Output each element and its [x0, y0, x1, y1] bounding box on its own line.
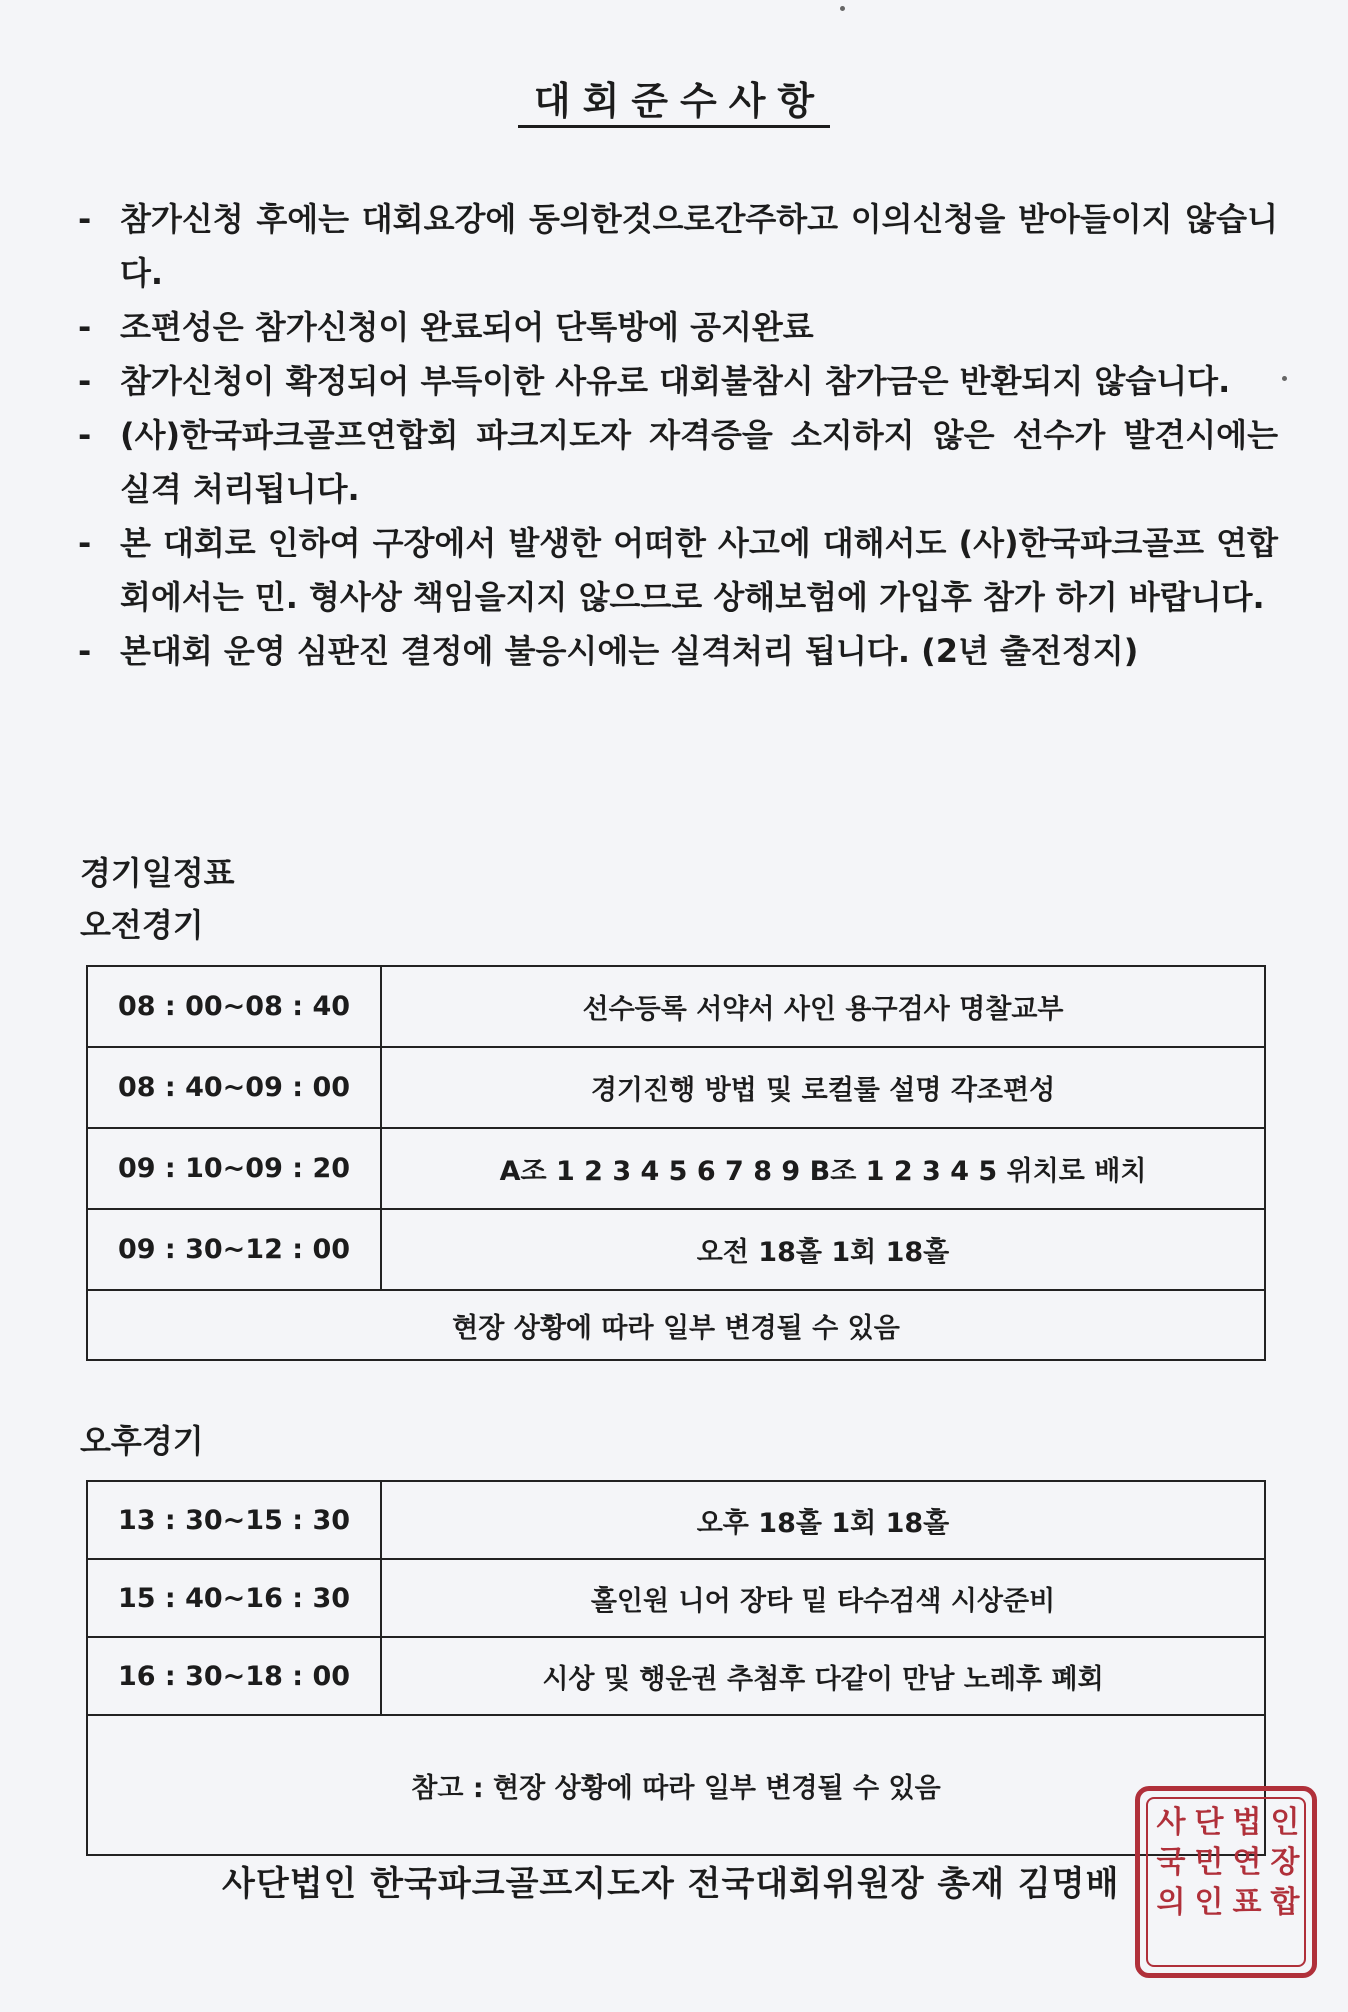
rule-item: [78, 624, 1278, 678]
desc-cell: 오전 18홀 1회 18홀: [381, 1209, 1265, 1290]
rule-text: 참가신청이 확정되어 부득이한 사유로 대회불참시 참가금은 반환되지 않습니다.: [120, 362, 1231, 400]
seal-column: 인장합: [1270, 1805, 1300, 1920]
table-note-row: [87, 1290, 1265, 1360]
rule-item: [78, 192, 1278, 300]
rule-bullet: -: [78, 200, 92, 238]
rule-text: 본 대회로 인하여 구장에서 발생한 어떠한 사고에 대해서도 (사)한국파크골프 연합회에서는 민. 형사상 책임을지지 않으므로 상해보험에 가입후 참가 하기 바랍니다.: [120, 524, 1278, 616]
rule-text: (사)한국파크골프연합회 파크지도자 자격증을 소지하지 않은 선수가 발견시에는 실격 처리됩니다.: [120, 416, 1278, 508]
time-cell: 16 : 30~18 : 00: [87, 1637, 381, 1715]
note-cell: 참고 : 현장 상황에 따라 일부 변경될 수 있음: [87, 1715, 1265, 1855]
table-row: [87, 1209, 1265, 1290]
rule-item: [78, 354, 1278, 408]
seal-column: 단민인: [1194, 1805, 1224, 1920]
time-cell: 08 : 00~08 : 40: [87, 966, 381, 1047]
rule-bullet: -: [78, 416, 92, 454]
schedule-heading: 경기일정표: [80, 854, 235, 892]
desc-cell: 홀인원 니어 장타 밑 타수검색 시상준비: [381, 1559, 1265, 1637]
morning-label: 오전경기: [80, 906, 204, 944]
afternoon-label: 오후경기: [80, 1422, 204, 1460]
table-row: [87, 966, 1265, 1047]
table-row: [87, 1559, 1265, 1637]
note-cell: 현장 상황에 따라 일부 변경될 수 있음: [87, 1290, 1265, 1360]
rule-item: [78, 408, 1278, 516]
seal-column: 사국의: [1156, 1805, 1186, 1920]
title-text: 대회준수사항: [518, 79, 830, 128]
table-row: [87, 1047, 1265, 1128]
official-seal: [1135, 1786, 1317, 1978]
signature-line: 사단법인 한국파크골프지도자 전국대회위원장 총재 김명배: [222, 1864, 1120, 1904]
time-cell: 09 : 30~12 : 00: [87, 1209, 381, 1290]
rule-text: 조편성은 참가신청이 완료되어 단톡방에 공지완료: [120, 308, 814, 346]
desc-cell: A조 1 2 3 4 5 6 7 8 9 B조 1 2 3 4 5 위치로 배치: [381, 1128, 1265, 1209]
rule-text: 본대회 운영 심판진 결정에 불응시에는 실격처리 됩니다. (2년 출전정지): [120, 632, 1139, 670]
rules-list: [78, 192, 1278, 678]
rule-bullet: -: [78, 632, 92, 670]
time-cell: 15 : 40~16 : 30: [87, 1559, 381, 1637]
scan-speck: [840, 6, 845, 11]
table-note-row: [87, 1715, 1265, 1855]
rule-item: [78, 516, 1278, 624]
desc-cell: 시상 및 행운권 추첨후 다같이 만남 노레후 폐회: [381, 1637, 1265, 1715]
table-row: [87, 1637, 1265, 1715]
scan-speck: [1282, 376, 1287, 381]
desc-cell: 경기진행 방법 및 로컬룰 설명 각조편성: [381, 1047, 1265, 1128]
seal-column: 법연표: [1232, 1805, 1262, 1920]
desc-cell: 오후 18홀 1회 18홀: [381, 1481, 1265, 1559]
time-cell: 13 : 30~15 : 30: [87, 1481, 381, 1559]
rule-bullet: -: [78, 524, 92, 562]
table-row: [87, 1481, 1265, 1559]
time-cell: 09 : 10~09 : 20: [87, 1128, 381, 1209]
desc-cell: 선수등록 서약서 사인 용구검사 명찰교부: [381, 966, 1265, 1047]
table-row: [87, 1128, 1265, 1209]
rule-bullet: -: [78, 362, 92, 400]
afternoon-schedule-table: [86, 1480, 1266, 1856]
rule-bullet: -: [78, 308, 92, 346]
rule-text: 참가신청 후에는 대회요강에 동의한것으로간주하고 이의신청을 받아들이지 않습니다.: [120, 200, 1278, 292]
time-cell: 08 : 40~09 : 00: [87, 1047, 381, 1128]
document-title: [0, 70, 1348, 125]
rule-item: [78, 300, 1278, 354]
morning-schedule-table: [86, 965, 1266, 1361]
